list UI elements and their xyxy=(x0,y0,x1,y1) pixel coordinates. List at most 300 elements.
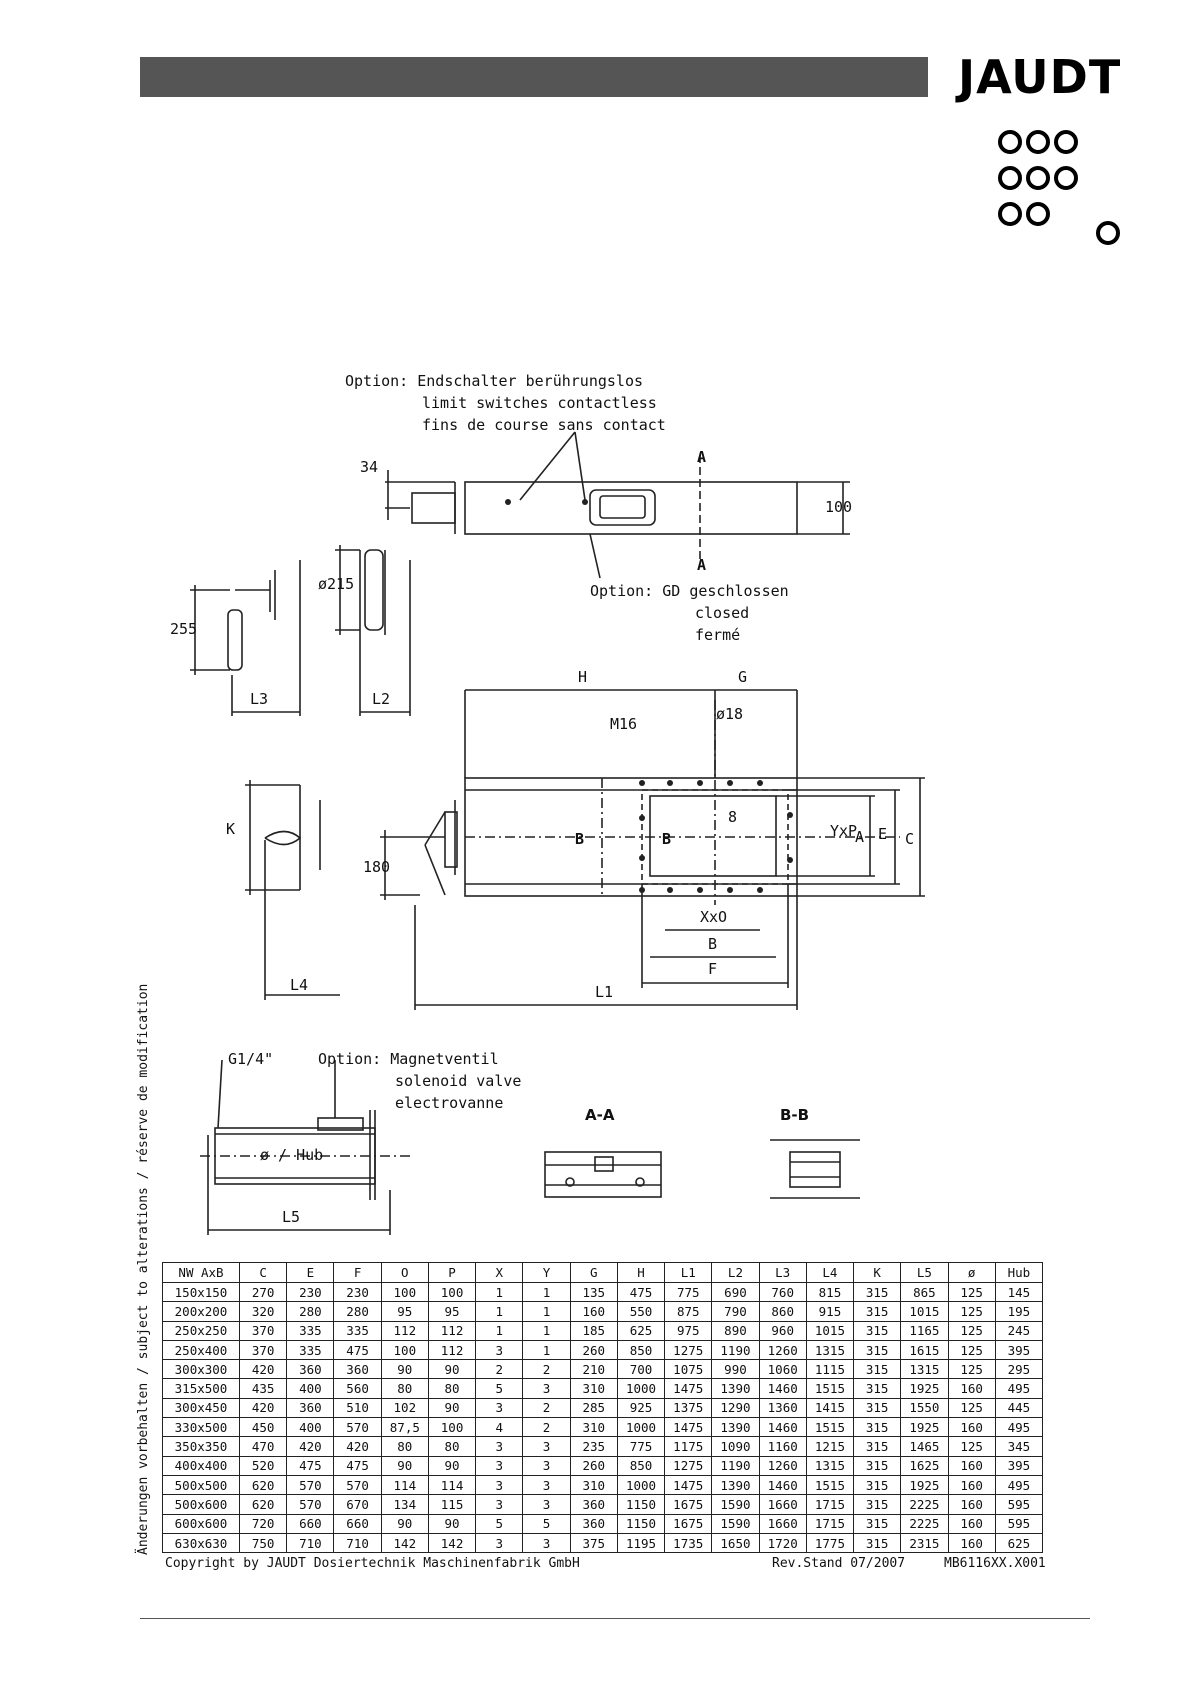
table-cell: 3 xyxy=(476,1533,523,1552)
table-cell: 80 xyxy=(381,1437,428,1456)
dim-f: F xyxy=(708,960,718,978)
copyright-text: Copyright by JAUDT Dosiertechnik Maschinenfabrik GmbH xyxy=(165,1556,580,1571)
table-cell: 3 xyxy=(476,1495,523,1514)
table-cell: 1460 xyxy=(759,1418,806,1437)
table-cell: 375 xyxy=(570,1533,617,1552)
table-cell: 160 xyxy=(948,1533,995,1552)
table-cell: 315 xyxy=(854,1475,901,1494)
table-cell: 260 xyxy=(570,1340,617,1359)
table-cell: 395 xyxy=(995,1340,1042,1359)
table-cell: 395 xyxy=(995,1456,1042,1475)
table-cell: 315 xyxy=(854,1533,901,1552)
dim-xxo: XxO xyxy=(700,908,728,926)
revision-text: Rev.Stand 07/2007 xyxy=(772,1556,906,1571)
section-marker-b-left: B xyxy=(575,830,585,848)
option-valve-line3: electrovanne xyxy=(395,1094,504,1112)
table-cell: 5 xyxy=(476,1379,523,1398)
table-cell: 1925 xyxy=(901,1475,948,1494)
dim-l4: L4 xyxy=(290,976,309,994)
table-cell: 600x600 xyxy=(163,1514,240,1533)
table-cell: 1 xyxy=(476,1283,523,1302)
table-cell: 775 xyxy=(617,1437,664,1456)
table-header-row xyxy=(163,1263,1043,1283)
column-header: H xyxy=(617,1263,664,1283)
table-cell: 1925 xyxy=(901,1379,948,1398)
table-cell: 1475 xyxy=(665,1475,712,1494)
table-cell: 5 xyxy=(523,1514,570,1533)
label-g14: G1/4" xyxy=(228,1050,274,1068)
table-cell: 3 xyxy=(523,1533,570,1552)
table-cell: 315 xyxy=(854,1514,901,1533)
table-cell: 595 xyxy=(995,1495,1042,1514)
table-cell: 570 xyxy=(334,1418,381,1437)
table-cell: 1415 xyxy=(806,1398,853,1417)
column-header: L2 xyxy=(712,1263,759,1283)
table-cell: 285 xyxy=(570,1398,617,1417)
table-cell: 1515 xyxy=(806,1418,853,1437)
table-cell: 160 xyxy=(948,1475,995,1494)
table-cell: 112 xyxy=(428,1321,475,1340)
table-cell: 315 xyxy=(854,1495,901,1514)
table-row xyxy=(163,1495,1043,1514)
table-cell: 150x150 xyxy=(163,1283,240,1302)
table-cell: 690 xyxy=(712,1283,759,1302)
column-header: L3 xyxy=(759,1263,806,1283)
table-cell: 90 xyxy=(381,1456,428,1475)
table-cell: 210 xyxy=(570,1360,617,1379)
dim-h: H xyxy=(578,668,588,686)
table-cell: 270 xyxy=(240,1283,287,1302)
table-cell: 710 xyxy=(287,1533,334,1552)
table-cell: 310 xyxy=(570,1475,617,1494)
table-cell: 1000 xyxy=(617,1379,664,1398)
table-cell: 550 xyxy=(617,1302,664,1321)
table-row xyxy=(163,1283,1043,1302)
column-header: K xyxy=(854,1263,901,1283)
table-cell: 100 xyxy=(381,1340,428,1359)
column-header: P xyxy=(428,1263,475,1283)
table-cell: 1775 xyxy=(806,1533,853,1552)
table-cell: 2225 xyxy=(901,1514,948,1533)
table-cell: 112 xyxy=(428,1340,475,1359)
dim-yxp: YxP xyxy=(830,822,858,840)
table-cell: 850 xyxy=(617,1456,664,1475)
table-cell: 360 xyxy=(570,1514,617,1533)
table-cell: 1735 xyxy=(665,1533,712,1552)
dim-100: 100 xyxy=(825,498,853,516)
table-cell: 1175 xyxy=(665,1437,712,1456)
table-cell: 3 xyxy=(523,1437,570,1456)
table-cell: 510 xyxy=(334,1398,381,1417)
section-bb-title: B-B xyxy=(780,1106,810,1124)
table-cell: 2 xyxy=(523,1418,570,1437)
table-cell: 315 xyxy=(854,1302,901,1321)
table-cell: 750 xyxy=(240,1533,287,1552)
table-cell: 360 xyxy=(570,1495,617,1514)
table-cell: 90 xyxy=(428,1360,475,1379)
table-cell: 315 xyxy=(854,1398,901,1417)
table-cell: 102 xyxy=(381,1398,428,1417)
table-cell: 315 xyxy=(854,1340,901,1359)
table-cell: 100 xyxy=(428,1418,475,1437)
table-cell: 1315 xyxy=(806,1340,853,1359)
table-cell: 625 xyxy=(995,1533,1042,1552)
table-body xyxy=(163,1283,1043,1553)
table-cell: 475 xyxy=(334,1340,381,1359)
table-cell: 1 xyxy=(523,1340,570,1359)
table-cell: 475 xyxy=(617,1283,664,1302)
table-cell: 3 xyxy=(476,1475,523,1494)
table-cell: 2 xyxy=(476,1360,523,1379)
table-cell: 125 xyxy=(948,1302,995,1321)
table-cell: 560 xyxy=(334,1379,381,1398)
table-cell: 360 xyxy=(287,1360,334,1379)
option-valve-line1: Option: Magnetventil xyxy=(318,1050,499,1068)
table-cell: 90 xyxy=(428,1398,475,1417)
table-cell: 280 xyxy=(287,1302,334,1321)
table-cell: 2315 xyxy=(901,1533,948,1552)
table-cell: 1390 xyxy=(712,1379,759,1398)
table-cell: 195 xyxy=(995,1302,1042,1321)
table-cell: 100 xyxy=(428,1283,475,1302)
dim-c: C xyxy=(905,830,915,848)
table-cell: 1000 xyxy=(617,1475,664,1494)
dim-e: E xyxy=(878,825,888,843)
column-header: Hub xyxy=(995,1263,1042,1283)
table-cell: 125 xyxy=(948,1340,995,1359)
table-cell: 420 xyxy=(287,1437,334,1456)
table-cell: 230 xyxy=(287,1283,334,1302)
table-cell: 1460 xyxy=(759,1475,806,1494)
table-cell: 125 xyxy=(948,1321,995,1340)
table-cell: 1 xyxy=(523,1283,570,1302)
table-cell: 3 xyxy=(476,1398,523,1417)
table-cell: 2 xyxy=(523,1398,570,1417)
table-row xyxy=(163,1302,1043,1321)
table-cell: 1150 xyxy=(617,1514,664,1533)
table-row xyxy=(163,1437,1043,1456)
table-cell: 1675 xyxy=(665,1495,712,1514)
option-limit-line1: Option: Endschalter berührungslos xyxy=(345,372,644,390)
column-header: X xyxy=(476,1263,523,1283)
table-cell: 90 xyxy=(381,1360,428,1379)
table-cell: 370 xyxy=(240,1340,287,1359)
table-cell: 360 xyxy=(334,1360,381,1379)
section-marker-b-right: B xyxy=(662,830,672,848)
table-cell: 620 xyxy=(240,1495,287,1514)
table-cell: 87,5 xyxy=(381,1418,428,1437)
table-cell: 200x200 xyxy=(163,1302,240,1321)
table-cell: 160 xyxy=(948,1418,995,1437)
table-cell: 1475 xyxy=(665,1418,712,1437)
table-cell: 315 xyxy=(854,1456,901,1475)
dim-l2: L2 xyxy=(372,690,391,708)
table-cell: 80 xyxy=(428,1437,475,1456)
table-row xyxy=(163,1533,1043,1552)
table-cell: 495 xyxy=(995,1418,1042,1437)
table-cell: 1060 xyxy=(759,1360,806,1379)
table-cell: 2225 xyxy=(901,1495,948,1514)
column-header: G xyxy=(570,1263,617,1283)
table-cell: 1260 xyxy=(759,1340,806,1359)
table-cell: 1475 xyxy=(665,1379,712,1398)
table-cell: 1 xyxy=(476,1302,523,1321)
option-limit-line2: limit switches contactless xyxy=(422,394,657,412)
alterations-note: Änderungen vorbehalten / subject to alterations / réserve de modification xyxy=(136,983,151,1555)
table-cell: 115 xyxy=(428,1495,475,1514)
table-cell: 345 xyxy=(995,1437,1042,1456)
table-cell: 80 xyxy=(381,1379,428,1398)
table-row xyxy=(163,1475,1043,1494)
table-cell: 315 xyxy=(854,1360,901,1379)
table-cell: 125 xyxy=(948,1283,995,1302)
table-cell: 1 xyxy=(523,1302,570,1321)
table-cell: 3 xyxy=(523,1495,570,1514)
table-cell: 335 xyxy=(287,1321,334,1340)
table-cell: 114 xyxy=(428,1475,475,1494)
table-cell: 815 xyxy=(806,1283,853,1302)
dim-l5: L5 xyxy=(282,1208,301,1226)
table-cell: 420 xyxy=(240,1398,287,1417)
table-cell: 4 xyxy=(476,1418,523,1437)
table-cell: 1615 xyxy=(901,1340,948,1359)
table-cell: 1515 xyxy=(806,1475,853,1494)
table-cell: 860 xyxy=(759,1302,806,1321)
column-header: NW AxB xyxy=(163,1263,240,1283)
table-cell: 160 xyxy=(570,1302,617,1321)
table-cell: 360 xyxy=(287,1398,334,1417)
table-cell: 450 xyxy=(240,1418,287,1437)
table-row xyxy=(163,1398,1043,1417)
table-cell: 1715 xyxy=(806,1495,853,1514)
table-cell: 1590 xyxy=(712,1514,759,1533)
table-cell: 890 xyxy=(712,1321,759,1340)
table-cell: 1260 xyxy=(759,1456,806,1475)
table-cell: 125 xyxy=(948,1360,995,1379)
table-cell: 475 xyxy=(287,1456,334,1475)
table-cell: 790 xyxy=(712,1302,759,1321)
option-gd-line3: fermé xyxy=(695,626,741,644)
table-cell: 670 xyxy=(334,1495,381,1514)
table-row xyxy=(163,1360,1043,1379)
table-cell: 660 xyxy=(287,1514,334,1533)
table-cell: 630x630 xyxy=(163,1533,240,1552)
table-cell: 300x300 xyxy=(163,1360,240,1379)
table-cell: 915 xyxy=(806,1302,853,1321)
table-cell: 330x500 xyxy=(163,1418,240,1437)
table-cell: 1925 xyxy=(901,1418,948,1437)
table-cell: 1165 xyxy=(901,1321,948,1340)
table-cell: 1190 xyxy=(712,1340,759,1359)
table-cell: 625 xyxy=(617,1321,664,1340)
dim-l3: L3 xyxy=(250,690,269,708)
table-cell: 500x600 xyxy=(163,1495,240,1514)
table-cell: 160 xyxy=(948,1514,995,1533)
table-cell: 250x250 xyxy=(163,1321,240,1340)
dim-a: A xyxy=(855,828,865,846)
dim-g: G xyxy=(738,668,748,686)
option-gd-line2: closed xyxy=(695,604,750,622)
table-cell: 315x500 xyxy=(163,1379,240,1398)
table-cell: 114 xyxy=(381,1475,428,1494)
table-cell: 100 xyxy=(381,1283,428,1302)
table-cell: 1150 xyxy=(617,1495,664,1514)
column-header: O xyxy=(381,1263,428,1283)
footer-rule xyxy=(140,1618,1090,1619)
table-cell: 865 xyxy=(901,1283,948,1302)
column-header: E xyxy=(287,1263,334,1283)
table-cell: 3 xyxy=(476,1437,523,1456)
table-cell: 470 xyxy=(240,1437,287,1456)
table-cell: 320 xyxy=(240,1302,287,1321)
table-cell: 1290 xyxy=(712,1398,759,1417)
table-cell: 310 xyxy=(570,1379,617,1398)
document-code: MB6116XX.X001 xyxy=(944,1556,1046,1571)
table-cell: 1360 xyxy=(759,1398,806,1417)
table-cell: 300x450 xyxy=(163,1398,240,1417)
table-cell: 335 xyxy=(334,1321,381,1340)
section-marker-a-top: A xyxy=(697,448,707,466)
table-cell: 1215 xyxy=(806,1437,853,1456)
table-cell: 595 xyxy=(995,1514,1042,1533)
table-cell: 3 xyxy=(523,1456,570,1475)
table-cell: 260 xyxy=(570,1456,617,1475)
table-cell: 420 xyxy=(240,1360,287,1379)
table-cell: 435 xyxy=(240,1379,287,1398)
table-cell: 5 xyxy=(476,1514,523,1533)
table-cell: 1650 xyxy=(712,1533,759,1552)
table-cell: 1090 xyxy=(712,1437,759,1456)
table-row xyxy=(163,1340,1043,1359)
dim-b: B xyxy=(708,935,718,953)
table-cell: 925 xyxy=(617,1398,664,1417)
column-header: L1 xyxy=(665,1263,712,1283)
table-cell: 315 xyxy=(854,1379,901,1398)
table-cell: 1720 xyxy=(759,1533,806,1552)
table-cell: 1390 xyxy=(712,1418,759,1437)
table-cell: 1660 xyxy=(759,1495,806,1514)
table-cell: 250x400 xyxy=(163,1340,240,1359)
label-m16: M16 xyxy=(610,715,638,733)
table-cell: 1160 xyxy=(759,1437,806,1456)
table-cell: 142 xyxy=(381,1533,428,1552)
table-cell: 1675 xyxy=(665,1514,712,1533)
table-cell: 90 xyxy=(428,1456,475,1475)
table-cell: 235 xyxy=(570,1437,617,1456)
table-cell: 620 xyxy=(240,1475,287,1494)
table-cell: 1275 xyxy=(665,1456,712,1475)
dim-180: 180 xyxy=(363,858,391,876)
table-cell: 315 xyxy=(854,1418,901,1437)
table-cell: 1000 xyxy=(617,1418,664,1437)
brand-logo: JAUDT xyxy=(958,50,1122,104)
table-cell: 145 xyxy=(995,1283,1042,1302)
table-cell: 315 xyxy=(854,1321,901,1340)
table-cell: 335 xyxy=(287,1340,334,1359)
table-cell: 570 xyxy=(287,1475,334,1494)
table-cell: 850 xyxy=(617,1340,664,1359)
table-cell: 90 xyxy=(381,1514,428,1533)
table-cell: 95 xyxy=(428,1302,475,1321)
table-cell: 3 xyxy=(523,1379,570,1398)
table-cell: 185 xyxy=(570,1321,617,1340)
table-cell: 960 xyxy=(759,1321,806,1340)
table-cell: 1460 xyxy=(759,1379,806,1398)
column-header: Y xyxy=(523,1263,570,1283)
table-cell: 112 xyxy=(381,1321,428,1340)
table-cell: 520 xyxy=(240,1456,287,1475)
table-cell: 500x500 xyxy=(163,1475,240,1494)
table-cell: 160 xyxy=(948,1495,995,1514)
table-cell: 775 xyxy=(665,1283,712,1302)
table-cell: 350x350 xyxy=(163,1437,240,1456)
table-cell: 142 xyxy=(428,1533,475,1552)
table-cell: 1375 xyxy=(665,1398,712,1417)
label-hub: ø / Hub xyxy=(260,1146,324,1164)
table-cell: 875 xyxy=(665,1302,712,1321)
table-cell: 125 xyxy=(948,1437,995,1456)
dim-34: 34 xyxy=(360,458,379,476)
table-row xyxy=(163,1321,1043,1340)
table-cell: 230 xyxy=(334,1283,381,1302)
dim-d18: ø18 xyxy=(716,705,744,723)
table-cell: 1515 xyxy=(806,1379,853,1398)
table-cell: 125 xyxy=(948,1398,995,1417)
table-cell: 420 xyxy=(334,1437,381,1456)
option-valve-line2: solenoid valve xyxy=(395,1072,522,1090)
table-cell: 710 xyxy=(334,1533,381,1552)
column-header: F xyxy=(334,1263,381,1283)
table-cell: 1590 xyxy=(712,1495,759,1514)
table-cell: 475 xyxy=(334,1456,381,1475)
dim-215: ø215 xyxy=(318,575,355,593)
table-cell: 1390 xyxy=(712,1475,759,1494)
table-cell: 495 xyxy=(995,1475,1042,1494)
table-cell: 370 xyxy=(240,1321,287,1340)
table-cell: 445 xyxy=(995,1398,1042,1417)
table-cell: 315 xyxy=(854,1437,901,1456)
table-cell: 310 xyxy=(570,1418,617,1437)
dim-8: 8 xyxy=(728,808,738,826)
table-cell: 280 xyxy=(334,1302,381,1321)
column-header: L5 xyxy=(901,1263,948,1283)
table-cell: 400 xyxy=(287,1418,334,1437)
column-header: L4 xyxy=(806,1263,853,1283)
table-cell: 570 xyxy=(287,1495,334,1514)
section-aa-title: A-A xyxy=(585,1106,615,1124)
table-cell: 990 xyxy=(712,1360,759,1379)
table-cell: 134 xyxy=(381,1495,428,1514)
table-row xyxy=(163,1514,1043,1533)
table-cell: 1 xyxy=(523,1321,570,1340)
table-cell: 1315 xyxy=(901,1360,948,1379)
table-cell: 1715 xyxy=(806,1514,853,1533)
option-limit-line3: fins de course sans contact xyxy=(422,416,666,434)
table-cell: 400x400 xyxy=(163,1456,240,1475)
table-cell: 160 xyxy=(948,1456,995,1475)
table-cell: 1015 xyxy=(806,1321,853,1340)
table-cell: 1195 xyxy=(617,1533,664,1552)
table-cell: 1660 xyxy=(759,1514,806,1533)
table-cell: 295 xyxy=(995,1360,1042,1379)
table-cell: 95 xyxy=(381,1302,428,1321)
table-cell: 1190 xyxy=(712,1456,759,1475)
table-cell: 90 xyxy=(428,1514,475,1533)
table-cell: 3 xyxy=(476,1340,523,1359)
dim-k: K xyxy=(226,820,236,838)
table-cell: 570 xyxy=(334,1475,381,1494)
table-cell: 660 xyxy=(334,1514,381,1533)
